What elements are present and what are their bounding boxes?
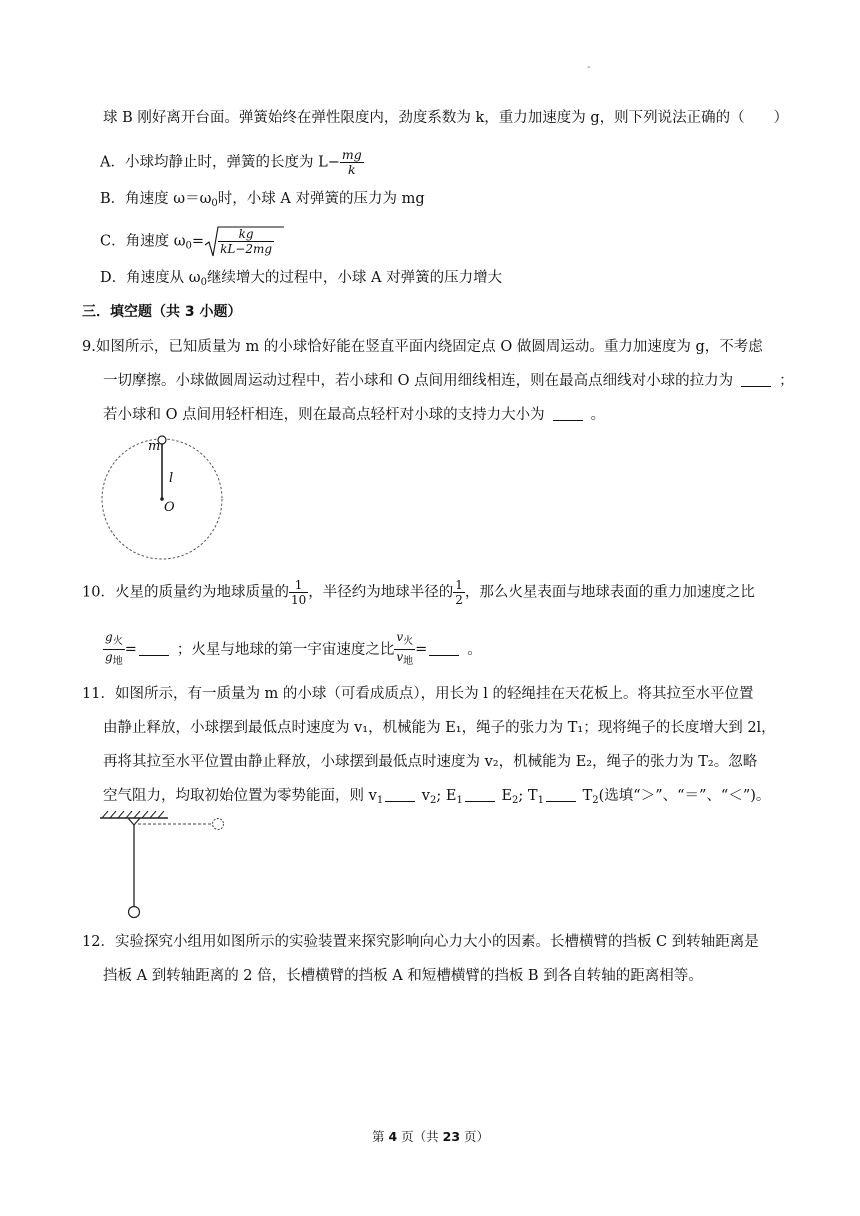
q11-line3: 再将其拉至水平位置由静止释放，小球摆到最低点时速度为 v₂，机械能为 E₂，绳子的张力为 T₂。忽略 (103, 754, 758, 770)
q12-line1: 12．实验探究小组用如图所示的实验装置来探究影响向心力大小的因素。长槽横臂的挡板 C 到转轴距离是 (82, 934, 759, 950)
page-footer: 第 4 页（共 23 页） (372, 1129, 490, 1144)
answer-blank[interactable] (553, 406, 583, 421)
q11-line4: 空气阻力，均取初始位置为零势能面，则 $v_1$ $v_2$; $E_1$ $E_2$; $T_1$ $T_2$(选填“＞”、“＝”、“＜”)。 (103, 788, 771, 806)
answer-blank[interactable] (139, 641, 169, 656)
q8-option-a: A．小球均静止时，弹簧的长度为 L− $\frac{mg}{k}$ (100, 147, 362, 177)
answer-blank[interactable] (385, 787, 415, 802)
q9-circle-figure (98, 434, 228, 562)
q8-continuation: 球 B 刚好离开台面。弹簧始终在弹性限度内，劲度系数为 k，重力加速度为 g，则下列说法正确的（ ） (103, 110, 789, 126)
q9-line1: 9.如图所示，已知质量为 m 的小球恰好能在竖直平面内绕固定点 O 做圆周运动。重力加速度为 g，不考虑 (82, 339, 763, 355)
fig-label-m: m (148, 439, 161, 454)
header-mark: - (587, 62, 591, 73)
answer-blank[interactable] (465, 787, 495, 802)
q9-line2: 一切摩擦。小球做圆周运动过程中，若小球和 O 点间用细线相连，则在最高点细线对小球的拉力为 ； (103, 373, 794, 389)
q9-line3: 若小球和 O 点间用轻杆相连，则在最高点轻杆对小球的支持力大小为 。 (103, 407, 606, 423)
q10-line1: 10．火星的质量约为地球质量的 $\frac{1}{10}$ ，半径约为地球半径的 $\frac{1}{2}$ ，那么火星表面与地球表面的重力加速度之比 (82, 578, 755, 607)
answer-blank[interactable] (546, 787, 576, 802)
sqrt-expression: $\frac{kg}{kL-2mg}$ (204, 227, 274, 256)
q10-line2: $\frac{g_火}{g_地}$ = ；火星与地球的第一宇宙速度之比 $\frac{v_火}{v_地}$ = 。 (105, 630, 482, 667)
q11-line2: 由静止释放，小球摆到最低点时速度为 v₁，机械能为 E₁，绳子的张力为 T₁；现将绳子的长度增大到 2l， (103, 720, 776, 736)
answer-blank[interactable] (429, 641, 459, 656)
q8-option-b: B．角速度 $\omega=\omega_0$时，小球 A 对弹簧的压力为 mg (100, 191, 425, 209)
q8-option-c: C．角速度 $\omega_0=$ $\frac{kg}{kL-2mg}$ (100, 227, 274, 257)
q11-pendulum-figure (98, 810, 238, 922)
answer-blank[interactable] (741, 372, 771, 387)
q8-option-d: D．角速度从 $\omega_0$继续增大的过程中，小球 A 对弹簧的压力增大 (100, 270, 503, 288)
q12-line2: 挡板 A 到转轴距离的 2 倍，长槽横臂的挡板 A 和短槽横臂的挡板 B 到各自转轴的距离相等。 (103, 968, 703, 984)
sqrt-sign-icon (204, 225, 284, 259)
section-title: 三．填空题（共 3 小题） (82, 304, 242, 320)
q11-line1: 11．如图所示，有一质量为 m 的小球（可看成质点），用长为 l 的轻绳挂在天花板上。将其拉至水平位置 (82, 686, 754, 702)
optA-fraction: $\frac{mg}{k}$ (341, 147, 362, 177)
fig-label-O: O (164, 500, 175, 515)
fig-label-l: l (169, 471, 174, 486)
